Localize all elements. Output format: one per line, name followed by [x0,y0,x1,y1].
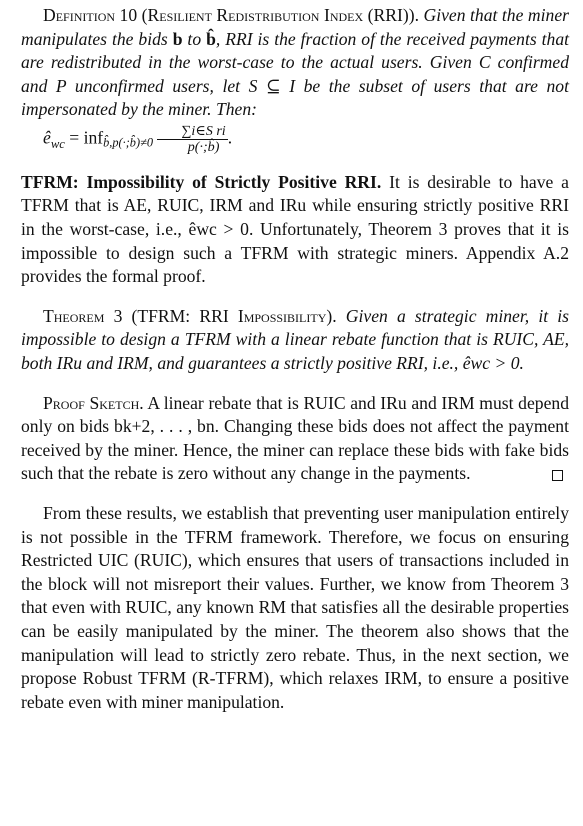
section-paragraph [21,171,569,289]
manipulated-bid-vector: b̂ [206,28,216,49]
conclusion-paragraph [21,502,569,714]
definition-label: Definition 10 (Resilient Redistribution Index (RRI)). [43,5,419,25]
eq-denominator: p(·;b̂) [187,138,220,155]
section-heading: TFRM: Impossibility of Strictly Positive RRI. [21,171,382,192]
theorem-paragraph [21,305,569,376]
proof-label: Proof Sketch. [43,392,144,413]
eq-end: . [227,127,233,148]
theorem-label: Theorem 3 (TFRM: RRI Impossibility). [43,305,337,326]
definition-paragraph [21,4,569,155]
rri-equation [21,124,569,155]
definition-to: to [182,28,207,49]
bid-vector: b [172,28,183,49]
eq-lhs: ê [43,127,51,148]
definition-text-1: Given that the miner manipulates the bids [21,5,569,49]
proof-text: A linear rebate that is RUIC and IRu and IRM must depend only on bids bk+2, . . . , bn. Changing these bids does not affect the payment received by the miner. Hence, the miner can replace these bids with fake bids such that the rebate is zero without any change in the payments. [21,392,569,484]
eq-lhs-sub: wc [50,136,65,151]
definition-text-2: , RRI is the fraction of the received payments that are redistributed in the worst-case to the actual users. Given C confirmed and P unconfirmed users, let S ⊆ I be the subset of users that are not impersonated by the miner. Then: [21,28,570,120]
theorem-text: Given a strategic miner, it is impossible to design a TFRM with a linear rebate function that is RUIC, AE, both IRu and IRM, and guarantees a strictly positive RRI, i.e., êwc > 0. [21,305,569,374]
proof-paragraph [21,392,569,486]
eq-inf-sub: b̂,p(·;b̂)≠0 [103,135,153,150]
eq-numerator: ∑i∈S ri [157,124,227,140]
conclusion-text: From these results, we establish that preventing user manipulation entirely is not possible in the TFRM framework. Therefore, we focus on ensuring Restricted UIC (RUIC), which ensures that users of transactions included in the block will not misreport their values. Further, we know from Theorem 3 that even with RUIC, any known RM that satisfies all the desirable properties can be easily manipulated by the miner. The theorem also shows that the manipulation will lead to strictly zero rebate. Thus, in the next section, we propose Robust TFRM (R-TFRM), which relaxes IRM, to ensure a positive rebate even with miner manipulation. [21,503,569,712]
eq-inf: = inf [64,127,104,148]
section-text: It is desirable to have a TFRM that is AE, RUIC, IRM and IRu while ensuring strictly positive RRI in the worst-case, i.e., êwc > 0. Unfortunately, Theorem 3 proves that it is impossible to design such a TFRM with strategic miners. Appendix A.2 provides the formal proof. [21,171,569,287]
eq-fraction [157,124,227,155]
qed-square-icon [552,470,563,481]
